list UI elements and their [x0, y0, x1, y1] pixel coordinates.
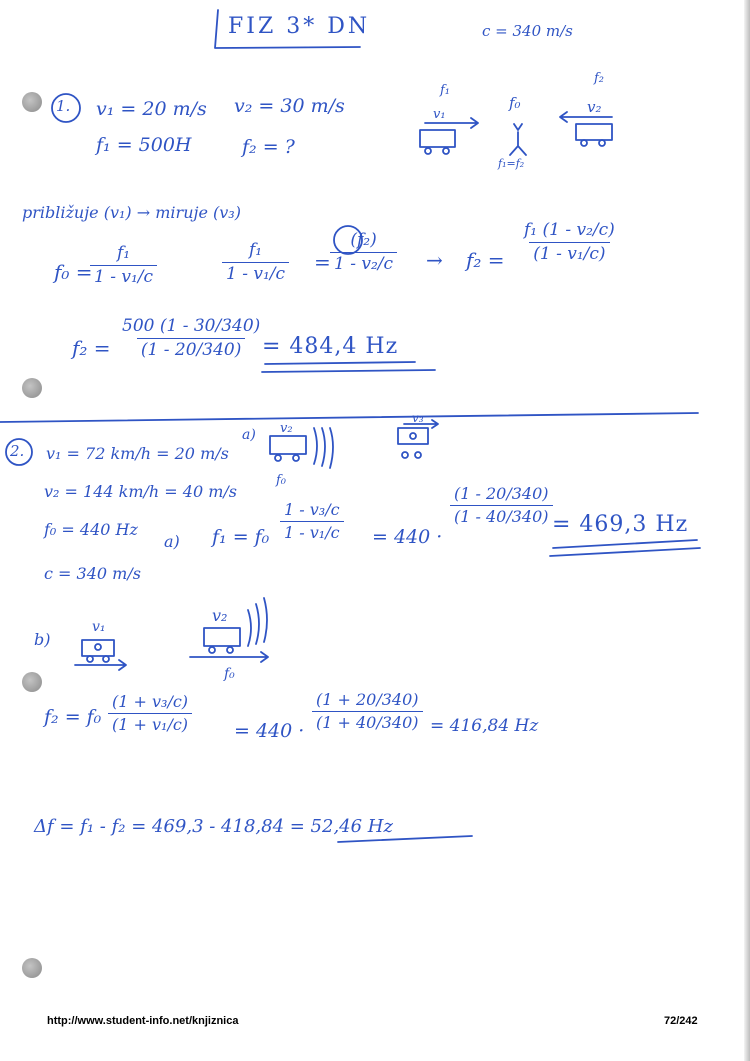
diagram-label-v1: v₁ [433, 107, 446, 122]
result1-underline [262, 362, 435, 372]
part-b-den2: (1 + 40/340) [312, 711, 423, 731]
section-divider [0, 411, 698, 425]
eq4-fraction [520, 222, 619, 263]
problem1-result: = 484,4 Hz [262, 334, 399, 359]
part-b-num: (1 + v₃/c) [112, 692, 189, 711]
eq2-num: f₁ [248, 240, 263, 260]
wheel-icon [425, 148, 431, 154]
calc-fraction [118, 318, 264, 359]
part-b-diagram-v1: v₁ [92, 619, 106, 635]
part-b-den: (1 + v₁/c) [108, 713, 192, 733]
sound-waves-icon [248, 598, 267, 646]
problem1-f2-unknown: f₂ = ? [242, 136, 295, 158]
problem2-number: 2. [10, 442, 25, 460]
diagram-label-eq: f₁=f₂ [498, 157, 525, 170]
problem2-v2: v₂ = 144 km/h = 40 m/s [44, 482, 238, 501]
eq3-num: (f₂) [350, 230, 377, 250]
part-a-label: a) [164, 532, 180, 551]
part-b-num2: (1 + 20/340) [316, 690, 419, 709]
car-icon [82, 640, 114, 656]
car-icon [204, 628, 240, 646]
footer-page-number: 72/242 [664, 1015, 698, 1027]
part-b-diagram-f0: f₀ [224, 666, 235, 682]
diagram-label-v2: v₂ [587, 98, 602, 116]
eq3-den: 1 - v₂/c [330, 252, 397, 273]
part-a-lhs: f₁ = f₀ [212, 526, 270, 548]
eq4-lhs: f₂ = [466, 248, 505, 272]
problem2-v1: v₁ = 72 km/h = 20 m/s [46, 444, 229, 463]
part-a-fraction [280, 502, 344, 541]
part-a-fraction2 [450, 486, 553, 525]
problem2-c: c = 340 m/s [44, 564, 141, 583]
part-a-den2: (1 - 40/340) [450, 505, 553, 525]
eq4-den: (1 - v₁/c) [529, 242, 609, 263]
eq2-fraction [222, 242, 289, 283]
arrow-right-icon [75, 660, 126, 670]
wheel-icon [415, 452, 421, 458]
diagram-label-f1: f₁ [440, 83, 451, 98]
siren-icon [410, 433, 416, 439]
wheel-icon [87, 656, 93, 662]
result2a-underline [550, 540, 700, 556]
part-b-mid: = 440 · [234, 720, 305, 742]
problem2-f0: f₀ = 440 Hz [44, 520, 138, 539]
diagram-label-f2: f₂ [594, 71, 605, 86]
observer-icon [510, 124, 526, 155]
part-a-mid: = 440 · [372, 526, 443, 548]
footer-url[interactable]: http://www.student-info.net/knjiznica [47, 1015, 239, 1027]
wheel-icon [443, 148, 449, 154]
siren-icon [95, 644, 101, 650]
sound-waves-icon [314, 428, 333, 468]
problem1-v1: v₁ = 20 m/s [96, 98, 207, 120]
part-a-diagram-f0: f₀ [276, 473, 287, 488]
calc-num: 500 (1 - 30/340) [122, 316, 261, 336]
eq2-den: 1 - v₁/c [222, 262, 289, 283]
part-b-fraction2 [312, 692, 423, 731]
speed-of-sound: c = 340 m/s [482, 22, 573, 40]
part-a-num: 1 - v₃/c [284, 500, 340, 519]
calc-lhs: f₂ = [72, 336, 111, 360]
problem1-note: približuje (v₁) → miruje (v₃) [22, 203, 241, 222]
wheel-icon [103, 656, 109, 662]
eq3-fraction [330, 232, 397, 273]
arrow-left-icon [560, 112, 612, 122]
part-b-fraction [108, 694, 192, 733]
part-b-diagram-v2: v₂ [212, 606, 228, 625]
part-b-result: = 416,84 Hz [430, 716, 539, 736]
delta-f: Δf = f₁ - f₂ = 469,3 - 418,84 = 52,46 Hz [34, 816, 393, 837]
part-a-num2: (1 - 20/340) [454, 484, 549, 503]
car-icon [270, 436, 306, 454]
part-a-diagram-label: a) [242, 427, 256, 443]
wheel-icon [227, 647, 233, 653]
problem1-number: 1. [56, 97, 71, 115]
wheel-icon [581, 140, 587, 146]
part-a-den: 1 - v₁/c [280, 521, 344, 541]
car-right-icon [576, 124, 612, 140]
car-left-icon [420, 130, 455, 147]
part-b-label: b) [34, 630, 51, 649]
wheel-icon [402, 452, 408, 458]
diagram-label-f0: f₀ [509, 94, 521, 112]
part-b-lhs: f₂ = f₀ [44, 706, 102, 728]
problem1-f1: f₁ = 500H [96, 134, 192, 156]
page-title: FIZ 3* DN [228, 14, 371, 39]
eq1-fraction [90, 245, 157, 286]
arrow: → [426, 248, 443, 272]
calc-den: (1 - 20/340) [137, 338, 245, 359]
wheel-icon [599, 140, 605, 146]
eq-sign: = [314, 250, 331, 274]
problem1-v2: v₂ = 30 m/s [234, 95, 345, 117]
wheel-icon [275, 455, 281, 461]
eq4-num: f₁ (1 - v₂/c) [524, 220, 615, 240]
part-a-diagram-v2: v₂ [280, 421, 293, 436]
part-a-result: = 469,3 Hz [552, 512, 689, 537]
wheel-icon [293, 455, 299, 461]
part-a-diagram-v3: v₃ [412, 411, 424, 425]
eq1-num: f₁ [116, 243, 131, 263]
eq1-den: 1 - v₁/c [90, 265, 157, 286]
wheel-icon [209, 647, 215, 653]
car-icon [398, 428, 428, 444]
eq1-lhs: f₀ = [54, 260, 93, 284]
